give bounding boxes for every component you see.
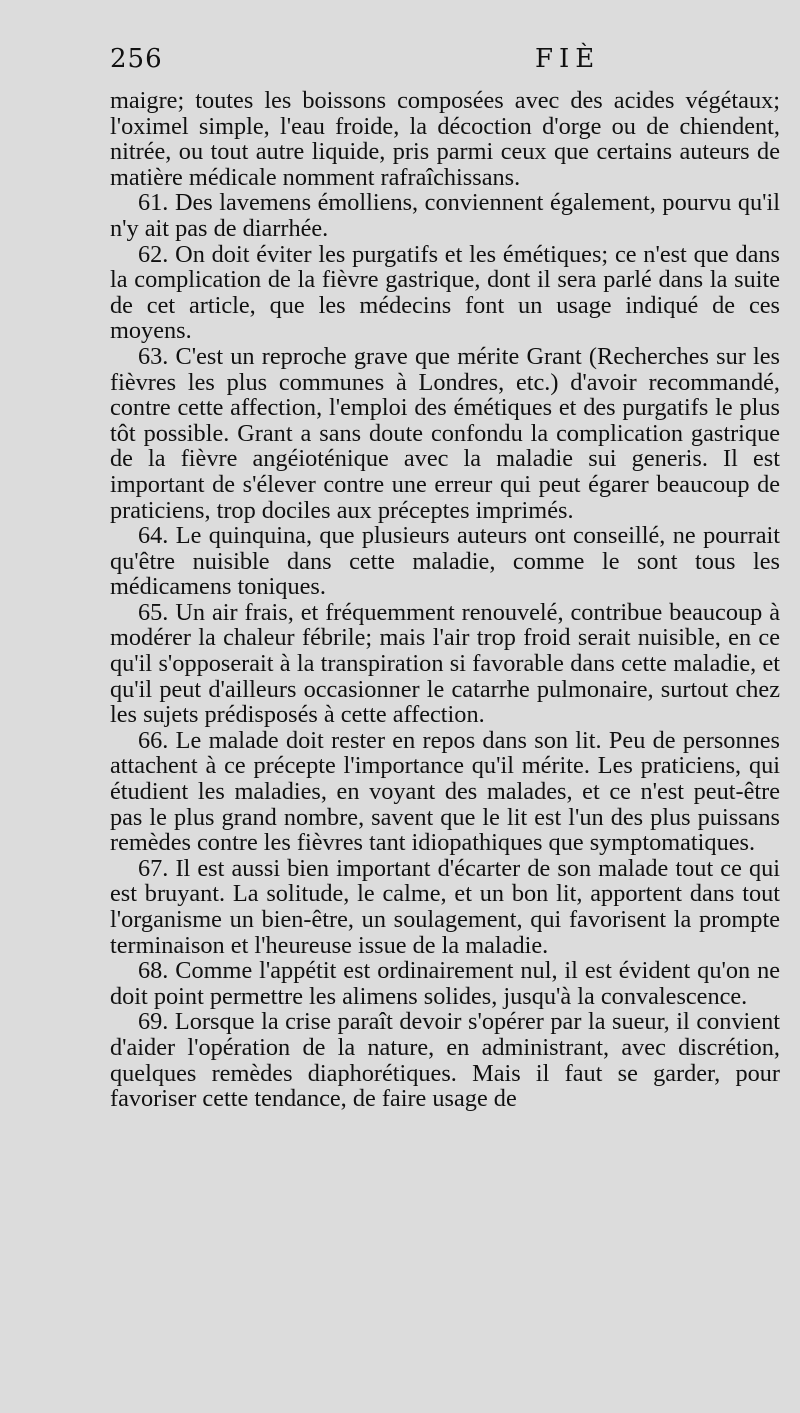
paragraph-number: 61.	[138, 189, 169, 217]
paragraph-text: Comme l'appétit est ordinairement nul, il est évident qu'on ne doit point permettre les alimens solides, jusqu'à la convalescence.	[110, 957, 780, 1010]
body-text	[110, 88, 780, 1112]
page-number: 256	[110, 44, 163, 74]
paragraph-number: 65.	[138, 598, 169, 626]
paragraph-text: Un air frais, et fréquemment renouvelé, contribue beaucoup à modérer la chaleur fébrile; mais l'air trop froid serait nuisible, en ce qu'il s'opposerait à la transpiration si favorable dans cette maladie, et qu'il peut d'ailleurs occasionner le catarrhe pulmonaire, surtout chez les sujets prédisposés à cette affection.	[110, 598, 781, 729]
paragraph-text: Lorsque la crise paraît devoir s'opérer par la sueur, il convient d'aider l'opération de la nature, en administrant, avec discrétion, quelques remèdes diaphorétiques. Mais il faut se garder, pour favoriser cette tendance, de faire usage de	[110, 1008, 780, 1113]
paragraph	[110, 88, 780, 190]
paragraph-text: Des lavemens émolliens, conviennent également, pourvu qu'il n'y ait pas de diarrhée.	[110, 189, 780, 242]
paragraph-number: 68.	[138, 957, 169, 985]
paragraph-number: 66.	[138, 726, 169, 754]
paragraph-number: 63.	[138, 342, 169, 370]
paragraph	[110, 190, 780, 241]
paragraph	[110, 958, 780, 1009]
paragraph-text: Il est aussi bien important d'écarter de son malade tout ce qui est bruyant. La solitude, le calme, et un bon lit, apportent dans tout l'organisme un bien-être, un soulagement, qui favorisent la prompte terminaison et l'heureuse issue de la maladie.	[110, 854, 780, 959]
paragraph-text: maigre; toutes les boissons composées avec des acides végétaux; l'oximel simple, l'eau froide, la décoction d'orge ou de chiendent, nitrée, ou tout autre liquide, pris parmi ceux que certains auteurs de matière médicale nomment rafraîchissans.	[110, 87, 780, 191]
paragraph-number: 64.	[138, 522, 169, 550]
paragraph-number: 67.	[138, 854, 169, 882]
paragraph-number: 62.	[138, 240, 169, 268]
paragraph-text: On doit éviter les purgatifs et les émétiques; ce n'est que dans la complication de la fièvre gastrique, dont il sera parlé dans la suite de cet article, que les médecins font un usage indiqué de ces moyens.	[110, 240, 780, 345]
paragraph	[110, 1009, 780, 1111]
paragraph	[110, 523, 780, 600]
paragraph-text: Le quinquina, que plusieurs auteurs ont conseillé, ne pourrait qu'être nuisible dans cette maladie, comme le sont tous les médicamens toniques.	[110, 522, 780, 601]
paragraph-text: Le malade doit rester en repos dans son lit. Peu de personnes attachent à ce précepte l'importance qu'il mérite. Les praticiens, qui étudient les maladies, en voyant des malades, et ce n'est peut-être pas le plus grand nombre, savent que le lit est l'un des plus puissans remèdes contre les fièvres tant idiopathiques que symptomatiques.	[110, 726, 780, 857]
paragraph	[110, 856, 780, 958]
paragraph-number: 69.	[138, 1008, 169, 1036]
paragraph-text: C'est un reproche grave que mérite Grant (Recherches sur les fièvres les plus communes à Londres, etc.) d'avoir recommandé, contre cette affection, l'emploi des émétiques et des purgatifs le plus tôt possible. Grant a sans doute confondu la complication gastrique de la fièvre angéioténique avec la maladie sui generis. Il est important de s'élever contre une erreur qui peut égarer beaucoup de praticiens, trop dociles aux préceptes imprimés.	[110, 342, 781, 524]
paragraph	[110, 242, 780, 344]
running-head: FIÈ	[535, 44, 601, 74]
paragraph	[110, 600, 780, 728]
paragraph	[110, 344, 780, 523]
page-header	[110, 44, 780, 80]
paragraph	[110, 728, 780, 856]
